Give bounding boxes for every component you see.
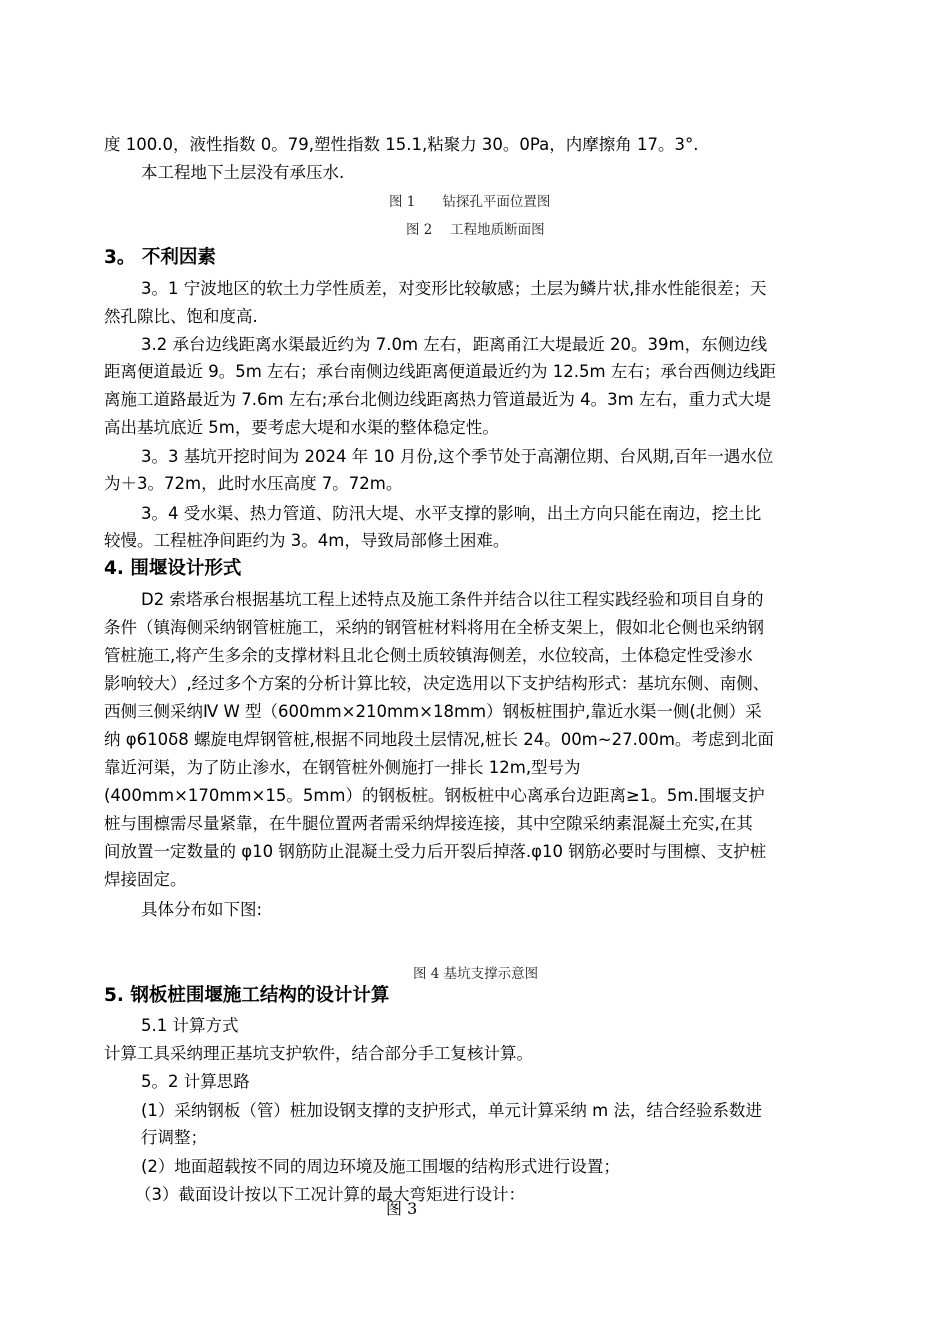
section-5-2-heading: 5。2 计算思路 xyxy=(141,1072,250,1091)
section-5-2-item: (2）地面超载按不同的周边环境及施工围堰的结构形式进行设置； xyxy=(141,1157,620,1176)
section-4-p1-line: 间放置一定数量的 φ10 钢筋防止混凝土受力后开裂后掉落.φ10 钢筋必要时与围檩、支护桩 xyxy=(104,842,767,861)
section-4-p2: 具体分布如下图: xyxy=(141,900,263,919)
section-3-p4-line: 3。4 受水渠、热力管道、防汛大堤、水平支撑的影响，出土方向只能在南边，挖土比 xyxy=(141,504,762,523)
section-3-heading: 3。 不利因素 xyxy=(104,247,216,268)
figure-2-caption: 图 2 工程地质断面图 xyxy=(406,222,545,238)
intro-line-2: 本工程地下土层没有承压水. xyxy=(141,163,345,182)
section-5-2-item: 行调整； xyxy=(141,1128,207,1147)
section-4-p1-line: 焊接固定。 xyxy=(104,870,187,889)
section-4-p1-line: 影响较大）,经过多个方案的分析计算比较，决定选用以下支护结构形式：基坑东侧、南侧、 xyxy=(104,674,770,693)
section-4-heading: 4. 围堰设计形式 xyxy=(104,558,242,579)
section-5-1-heading: 5.1 计算方式 xyxy=(141,1016,239,1035)
section-3-p2-line: 距离便道最近 9。5m 左右；承台南侧边线距离便道最近约为 12.5m 左右；承台西侧边线距 xyxy=(104,362,776,381)
section-5-2-item: (1）采纳钢板（管）桩加设钢支撑的支护形式，单元计算采纳 m 法，结合经验系数进 xyxy=(141,1101,762,1120)
section-3-p3-line: 为＋3。72m，此时水压高度 7。72m。 xyxy=(104,474,403,493)
section-3-p1-line: 3。1 宁波地区的软土力学性质差，对变形比较敏感；土层为鳞片状,排水性能很差；天 xyxy=(141,279,767,298)
section-4-p1-line: 管桩施工,将产生多余的支撑材料且北仑侧土质较镇海侧差，水位较高，土体稳定性受渗水 xyxy=(104,646,753,665)
section-3-p2-line: 高出基坑底近 5m，要考虑大堤和水渠的整体稳定性。 xyxy=(104,418,499,437)
section-5-2-item: （3）截面设计按以下工况计算的最大弯矩进行设计： xyxy=(135,1185,525,1204)
section-3-p2-line: 离施工道路最近为 7.6m 左右;承台北侧边线距离热力管道最近为 4。3m 左右，重力式大堤 xyxy=(104,390,771,409)
section-5-heading: 5. 钢板桩围堰施工结构的设计计算 xyxy=(104,985,390,1006)
section-4-p1-line: 西侧三侧采纳Ⅳ W 型（600mm×210mm×18mm）钢板桩围护,靠近水渠一侧(北侧）采 xyxy=(104,702,762,721)
section-4-p1-line: 靠近河渠，为了防止渗水，在钢管桩外侧施打一排长 12m,型号为 xyxy=(104,758,581,777)
section-3-p1-line: 然孔隙比、饱和度高. xyxy=(104,307,258,326)
section-4-p1-line: 桩与围檩需尽量紧靠，在牛腿位置两者需采纳焊接连接，其中空隙采纳素混凝土充实,在其 xyxy=(104,814,753,833)
section-3-p3-line: 3。3 基坑开挖时间为 2024 年 10 月份,这个季节处于高潮位期、台风期,百年一遇水位 xyxy=(141,447,774,466)
section-4-p1-line: D2 索塔承台根据基坑工程上述特点及施工条件并结合以往工程实践经验和项目自身的 xyxy=(141,590,764,609)
section-4-p1-line: 条件（镇海侧采纳钢管桩施工，采纳的钢管桩材料将用在全桥支架上，假如北仑侧也采纳钢 xyxy=(104,618,764,637)
section-4-p1-line: 纳 φ610δ8 螺旋电焊钢管桩,根据不同地段土层情况,桩长 24。00m~27.00m。考虑到北面 xyxy=(104,730,774,749)
figure-3-label: 图 3 xyxy=(386,1199,418,1218)
figure-4-caption: 图 4 基坑支撑示意图 xyxy=(413,966,539,982)
section-5-1-text: 计算工具采纳理正基坑支护软件，结合部分手工复核计算。 xyxy=(104,1044,533,1063)
section-3-p4-line: 较慢。工程桩净间距约为 3。4m，导致局部修土困难。 xyxy=(104,531,510,550)
figure-1-caption: 图 1 钻探孔平面位置图 xyxy=(389,194,551,210)
section-3-p2-line: 3.2 承台边线距离水渠最近约为 7.0m 左右，距离甬江大堤最近 20。39m，东侧边线 xyxy=(141,335,768,354)
intro-line-1: 度 100.0，液性指数 0。79,塑性指数 15.1,粘聚力 30。0Pa，内摩擦角 17。3°. xyxy=(104,135,699,154)
section-4-p1-line: (400mm×170mm×15。5mm）的钢板桩。钢板桩中心离承台边距离≥1。5m.围堰支护 xyxy=(104,786,765,805)
